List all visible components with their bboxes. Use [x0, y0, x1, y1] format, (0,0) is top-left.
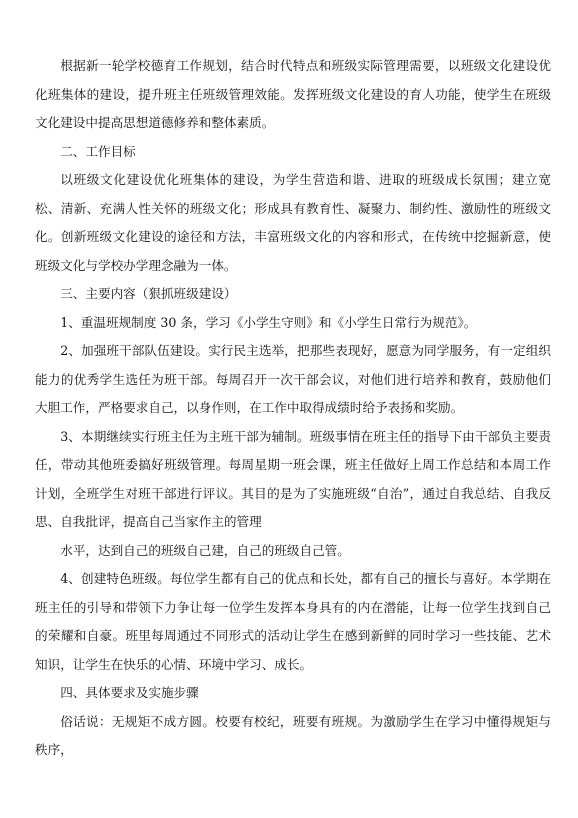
item-2-paragraph: 2、加强班干部队伍建设。实行民主选举，把那些表现好，愿意为同学服务，有一定组织能力的优秀学生选任为班干部。每周召开一次干部会议，对他们进行培养和教育，鼓励他们大胆工作，严格要求自己，以身作则，在工作中取得成绩时给予表扬和奖励。 — [35, 343, 551, 415]
heading-main-content: 三、主要内容（狠抓班级建设） — [60, 286, 237, 301]
intro-paragraph: 根据新一轮学校德育工作规划，结合时代特点和班级实际管理需要，以班级文化建设优化班集体的建设，提升班主任班级管理效能。发挥班级文化建设的育人功能，使学生在班级文化建设中提高思想道德修养和整体素质。 — [35, 58, 551, 130]
item-3-continued-paragraph: 水平，达到自己的班级自己建，自己的班级自己管。 — [60, 542, 350, 558]
heading-requirements: 四、具体要求及实施步骤 — [60, 685, 199, 700]
item-4-paragraph: 4、创建特色班级。每位学生都有自己的优点和长处，都有自己的擅长与喜好。本学期在班主任的引导和带领下力争让每一位学生发挥本身具有的内在潜能，让每一位学生找到自己的荣耀和自豪。班里每周通过不同形式的活动让学生在感到新鲜的同时学习一些技能、艺术知识，让学生在快乐的心情、环境中学习、成长。 — [35, 571, 551, 672]
proverb-paragraph: 俗话说：无规矩不成方圆。校要有校纪，班要有班规。为激励学生在学习中懂得规矩与秩序， — [35, 713, 551, 757]
heading-work-goals: 二、工作目标 — [60, 143, 136, 159]
item-3-paragraph: 3、本期继续实行班主任为主班干部为辅制。班级事情在班主任的指导下由干部负主要责任，带动其他班委搞好班级管理。每周星期一班会课，班主任做好上周工作总结和本周工作计划，全班学生对班干部进行评议。其目的是为了实施班级“自治”，通过自我总结、自我反思、自我批评，提高自己当家作主的管理 — [35, 428, 551, 529]
goals-paragraph: 以班级文化建设优化班集体的建设，为学生营造和谐、进取的班级成长氛围；建立宽松、清新、充满人性关怀的班级文化；形成具有教育性、凝聚力、制约性、激励性的班级文化。创新班级文化建设的途径和方法，丰富班级文化的内容和形式，在传统中挖掘新意，使班级文化与学校办学理念融为一体。 — [35, 172, 551, 273]
item-1-paragraph: 1、重温班规制度 30 条，学习《小学生守则》和《小学生日常行为规范》。 — [60, 314, 477, 330]
